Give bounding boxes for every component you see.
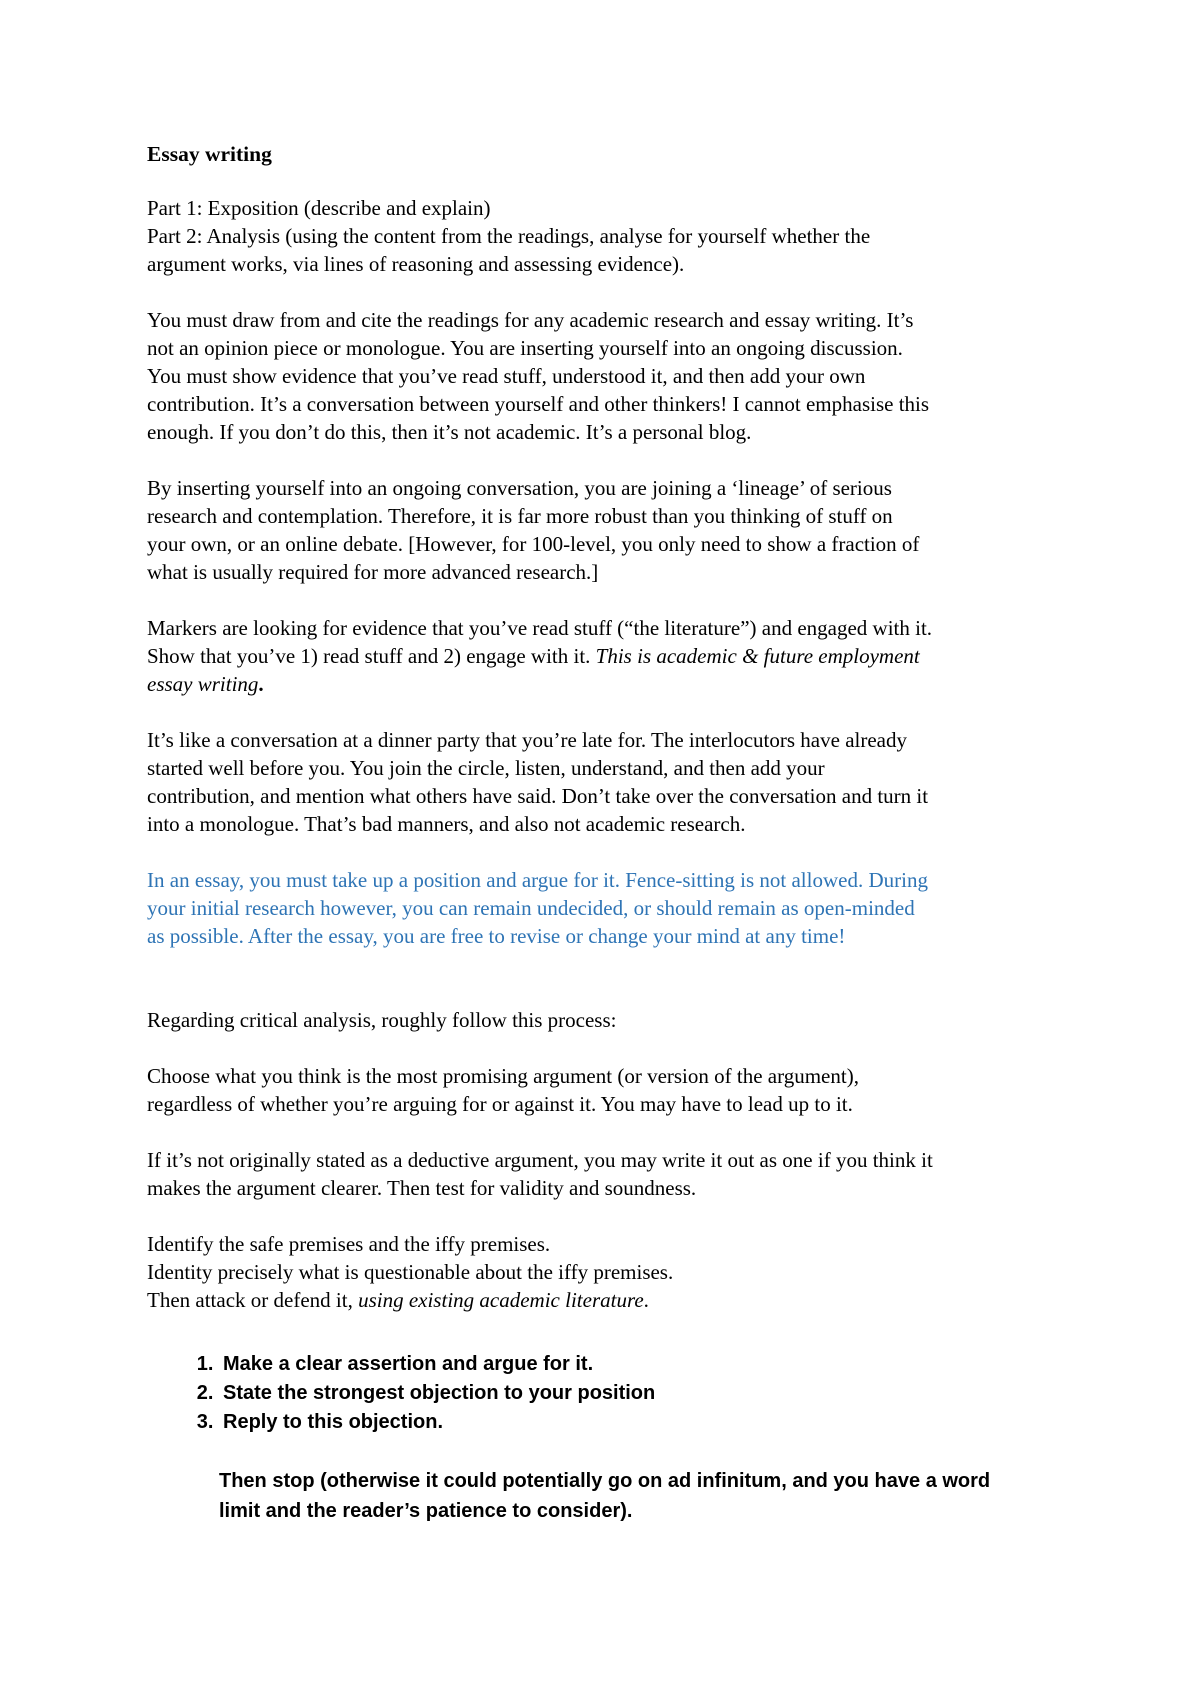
- text-line: [147, 670, 1077, 698]
- text-line: Identity precisely what is questionable about the iffy premises.: [147, 1260, 674, 1284]
- take-position-paragraph: [147, 866, 1077, 950]
- emphasis-text: This is academic & future employment: [595, 644, 920, 668]
- emphasis-text: essay writing: [147, 672, 259, 696]
- text-line: Identify the safe premises and the iffy premises.: [147, 1232, 551, 1256]
- part-1-line: Part 1: Exposition (describe and explain): [147, 196, 491, 220]
- steps-list: [147, 1350, 1077, 1437]
- part-2-line-continued: argument works, via lines of reasoning and assessing evidence).: [147, 252, 685, 276]
- deductive-argument-paragraph: [147, 1146, 1077, 1202]
- text-line: your own, or an online debate. [However, for 100-level, you only need to show a fraction of: [147, 532, 920, 556]
- text-line: Then stop (otherwise it could potentially go on ad infinitum, and you have a word: [219, 1470, 991, 1492]
- list-item: 3. Reply to this objection.: [219, 1408, 1077, 1437]
- text-line: your initial research however, you can remain undecided, or should remain as open-minded: [147, 896, 915, 920]
- text-line: You must show evidence that you’ve read stuff, understood it, and then add your own: [147, 364, 866, 388]
- bold-period: .: [258, 672, 264, 696]
- document-title: Essay writing: [147, 142, 272, 166]
- list-item: 1. Make a clear assertion and argue for it.: [219, 1350, 1077, 1379]
- stop-note: [219, 1466, 1077, 1526]
- markers-paragraph: [147, 614, 1077, 698]
- text-line: Choose what you think is the most promising argument (or version of the argument),: [147, 1064, 859, 1088]
- text-line: as possible. After the essay, you are free to revise or change your mind at any time!: [147, 924, 846, 948]
- text-line: regardless of whether you’re arguing for or against it. You may have to lead up to it.: [147, 1092, 853, 1116]
- text-line: started well before you. You join the circle, listen, understand, and then add your: [147, 756, 825, 780]
- choose-argument-paragraph: [147, 1062, 1077, 1118]
- text-line: enough. If you don’t do this, then it’s not academic. It’s a personal blog.: [147, 420, 752, 444]
- text-line: [147, 1286, 1077, 1314]
- text-line: You must draw from and cite the readings for any academic research and essay writing. It’s: [147, 308, 914, 332]
- text-run: Show that you’ve 1) read stuff and 2) engage with it.: [147, 644, 596, 668]
- premises-paragraph: [147, 1230, 1077, 1314]
- text-line: Regarding critical analysis, roughly follow this process:: [147, 1008, 617, 1032]
- critical-analysis-intro: [147, 1006, 1077, 1034]
- document-page: [147, 140, 1077, 1526]
- text-run: .: [643, 1288, 649, 1312]
- text-line: contribution. It’s a conversation between yourself and other thinkers! I cannot emphasise this: [147, 392, 930, 416]
- text-run: Then attack or defend it,: [147, 1288, 359, 1312]
- parts-paragraph: [147, 194, 1077, 278]
- text-line: By inserting yourself into an ongoing conversation, you are joining a ‘lineage’ of serious: [147, 476, 892, 500]
- text-line: what is usually required for more advanced research.]: [147, 560, 599, 584]
- text-line: Markers are looking for evidence that you’ve read stuff (“the literature”) and engaged with it.: [147, 616, 933, 640]
- text-line: makes the argument clearer. Then test for validity and soundness.: [147, 1176, 697, 1200]
- text-line: It’s like a conversation at a dinner party that you’re late for. The interlocutors have already: [147, 728, 907, 752]
- text-line: not an opinion piece or monologue. You are inserting yourself into an ongoing discussion.: [147, 336, 903, 360]
- dinner-party-paragraph: [147, 726, 1077, 838]
- text-line: In an essay, you must take up a position and argue for it. Fence-sitting is not allowed. During: [147, 868, 928, 892]
- text-line: [147, 642, 1077, 670]
- lineage-paragraph: [147, 474, 1077, 586]
- part-2-line: Part 2: Analysis (using the content from the readings, analyse for yourself whether the: [147, 224, 871, 248]
- list-item: 2. State the strongest objection to your position: [219, 1379, 1077, 1408]
- text-line: contribution, and mention what others have said. Don’t take over the conversation and turn it: [147, 784, 929, 808]
- text-line: If it’s not originally stated as a deductive argument, you may write it out as one if you think it: [147, 1148, 933, 1172]
- text-line: into a monologue. That’s bad manners, and also not academic research.: [147, 812, 746, 836]
- emphasis-text: using existing academic literature: [358, 1288, 644, 1312]
- cite-readings-paragraph: [147, 306, 1077, 446]
- text-line: limit and the reader’s patience to consider).: [219, 1500, 633, 1522]
- text-line: research and contemplation. Therefore, it is far more robust than you thinking of stuff on: [147, 504, 893, 528]
